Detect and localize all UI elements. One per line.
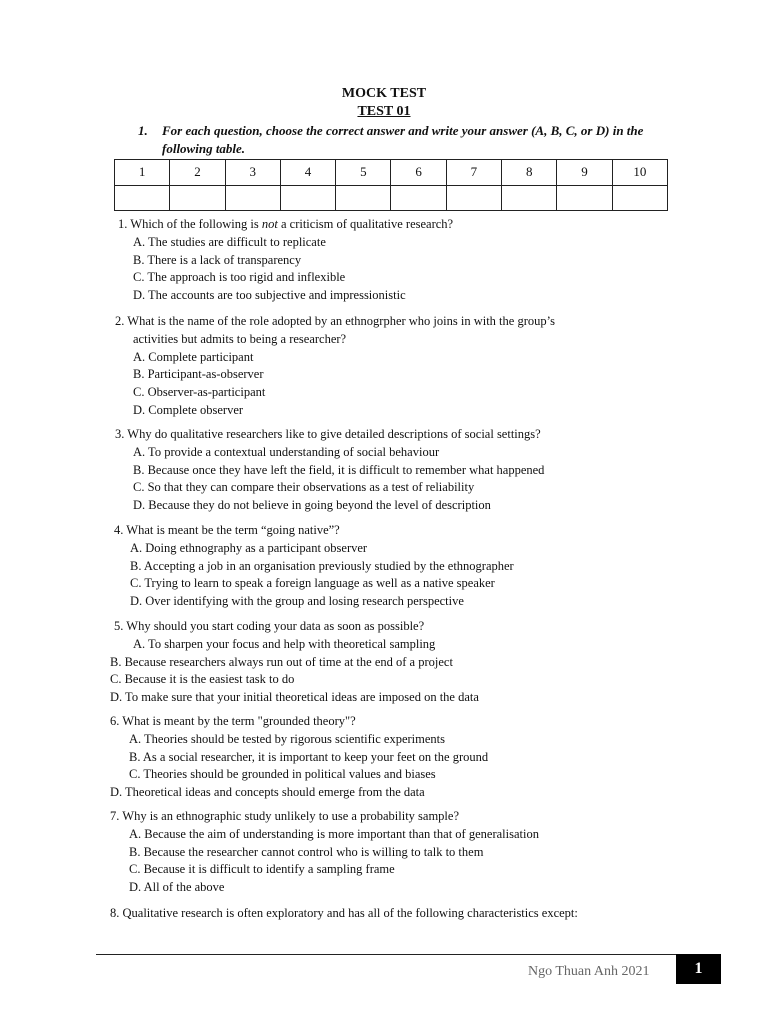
footer-author: Ngo Thuan Anh 2021 [528,964,650,979]
answer-table-header: 1 [115,160,170,186]
option: A. Because the aim of understanding is more important than that of generalisation [129,826,539,841]
option: A. Complete participant [133,349,254,364]
option: C. Trying to learn to speak a foreign language as well as a native speaker [130,576,495,591]
question-7 [110,808,539,897]
question-stem: 5. Why should you start coding your data as soon as possible? [114,619,425,633]
option: C. Because it is difficult to identify a sampling frame [129,862,395,877]
option: B. Because the researcher cannot control who is willing to talk to them [129,844,484,859]
option: B. As a social researcher, it is important to keep your feet on the ground [129,749,489,764]
question-stem [118,216,453,234]
question-1 [118,216,453,305]
answer-cell[interactable] [391,185,446,211]
question-stem: 2. What is the name of the role adopted by an ethnogrpher who joins in with the group’s [115,314,555,328]
question-5 [110,618,479,707]
option: D. Complete observer [133,402,244,417]
answer-table [114,159,668,211]
footer-divider [96,954,676,955]
answer-cell[interactable] [115,185,170,211]
page-number: 1 [676,954,721,984]
option: D. To make sure that your initial theoretical ideas are imposed on the data [110,690,479,705]
answer-cell[interactable] [557,185,612,211]
option: B. There is a lack of transparency [133,252,302,267]
option: D. Because they do not believe in going beyond the level of description [133,498,491,513]
answer-table-input-row [115,185,668,211]
option: D. The accounts are too subjective and impressionistic [133,288,406,303]
question-4 [114,522,514,611]
answer-cell[interactable] [502,185,557,211]
option: B. Because once they have left the field, it is difficult to remember what happened [133,462,545,477]
instruction-text: For each question, choose the correct answer and write your answer (A, B, C, or D) in the following table. [162,123,644,156]
option: C. Because it is the easiest task to do [110,672,295,687]
answer-table-header: 4 [280,160,335,186]
option: C. The approach is too rigid and inflexible [133,270,346,285]
option: A. Theories should be tested by rigorous scientific experiments [129,731,446,746]
option: A. To sharpen your focus and help with theoretical sampling [133,636,436,651]
answer-table-header: 5 [336,160,391,186]
option: A. Doing ethnography as a participant observer [130,540,368,555]
answer-cell[interactable] [170,185,225,211]
instruction-number: 1. [138,123,148,138]
question-stem: 7. Why is an ethnographic study unlikely to use a probability sample? [110,809,460,823]
answer-cell[interactable] [225,185,280,211]
answer-cell[interactable] [446,185,501,211]
option: D. Over identifying with the group and losing research perspective [130,594,464,609]
answer-table-header: 3 [225,160,280,186]
question-stem-emphasis: not [261,217,278,231]
option: A. To provide a contextual understanding of social behaviour [133,444,440,459]
answer-table-header: 6 [391,160,446,186]
question-stem: 6. What is meant by the term "grounded theory"? [110,714,356,728]
answer-cell[interactable] [612,185,667,211]
question-stem: 4. What is meant be the term “going native”? [114,523,340,537]
option: B. Accepting a job in an organisation previously studied by the ethnographer [130,558,514,573]
answer-cell[interactable] [280,185,335,211]
option: D. Theoretical ideas and concepts should emerge from the data [110,785,425,800]
question-stem-suffix: a criticism of qualitative research? [277,217,454,231]
question-stem: 3. Why do qualitative researchers like to give detailed descriptions of social settings? [115,427,541,441]
question-6 [110,713,488,802]
answer-table-header: 7 [446,160,501,186]
option: A. The studies are difficult to replicate [133,234,326,249]
question-8 [110,905,578,923]
question-stem-prefix: 1. Which of the following is [118,217,262,231]
page-subtitle: TEST 01 [357,104,411,119]
answer-table-header: 9 [557,160,612,186]
answer-table-header-row [115,160,668,186]
option: C. Theories should be grounded in political values and biases [129,767,436,782]
answer-table-header: 8 [502,160,557,186]
answer-cell[interactable] [336,185,391,211]
answer-table-header: 10 [612,160,667,186]
question-2 [115,313,555,420]
option: B. Because researchers always run out of time at the end of a project [110,654,453,669]
option: C. Observer-as-participant [133,385,266,400]
page-title: MOCK TEST [341,86,427,101]
instruction [138,122,678,158]
question-3 [115,426,544,515]
answer-table-header: 2 [170,160,225,186]
option: C. So that they can compare their observations as a test of reliability [133,480,475,495]
option: D. All of the above [129,880,225,895]
question-stem: 8. Qualitative research is often exploratory and has all of the following characteristics except: [110,906,578,920]
option: B. Participant-as-observer [133,367,264,382]
question-stem-continued: activities but admits to being a researcher? [133,331,347,346]
